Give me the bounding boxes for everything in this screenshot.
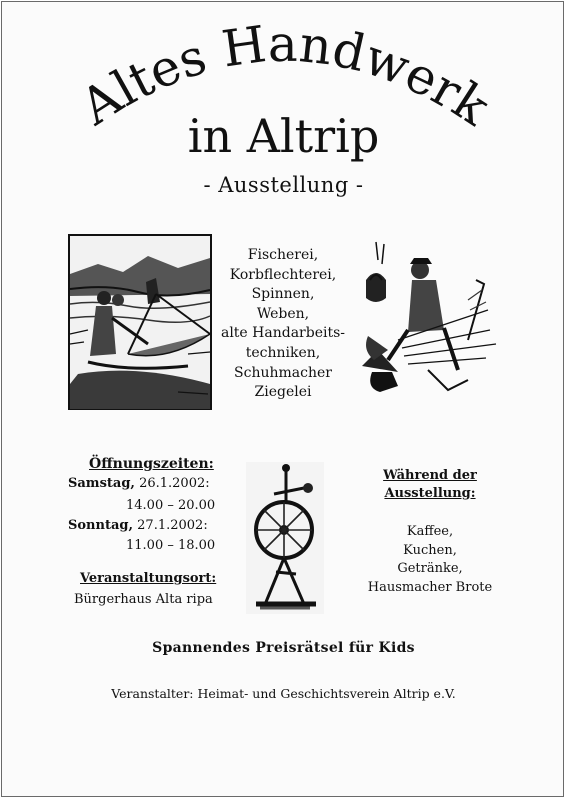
during-heading-line1: Während der (383, 468, 477, 483)
craft-item: alte Handarbeits- (220, 325, 346, 342)
refreshment-item: Hausmacher Brote (367, 579, 493, 595)
refreshments-list (360, 523, 500, 597)
saturday-row (68, 476, 210, 491)
refreshment-item: Kaffee, (406, 524, 454, 539)
spinning-wheel-illustration (246, 462, 324, 614)
venue-heading: Veranstaltungsort: (80, 571, 217, 586)
opening-hours-heading: Öffnungszeiten: (89, 456, 214, 472)
during-exhibition-heading (360, 467, 500, 503)
craft-item: techniken, (245, 344, 321, 361)
title-line2: in Altrip (187, 109, 380, 163)
subtitle: - Ausstellung - (203, 173, 364, 197)
during-heading-line2: Ausstellung: (384, 486, 476, 501)
venue-name: Bürgerhaus Alta ripa (74, 592, 213, 607)
craft-item: Ziegelei (254, 384, 312, 401)
organizer-line: Veranstalter: Heimat- und Geschichtsverein Altrip e.V. (111, 686, 456, 701)
craft-item: Schuhmacher (234, 364, 332, 381)
crafts-list (208, 246, 358, 403)
saturday-date: 26.1.2002: (139, 476, 210, 491)
saturday-time: 14.00 – 20.00 (126, 498, 216, 513)
craft-item: Korbflechterei, (229, 266, 337, 283)
sunday-row (68, 518, 208, 533)
sunday-date: 27.1.2002: (137, 518, 208, 533)
title-line1-path: Altes Handwerk (70, 14, 500, 137)
craft-item: Spinnen, (251, 286, 315, 303)
sunday-time: 11.00 – 18.00 (126, 538, 216, 553)
refreshment-item: Kuchen, (403, 542, 457, 558)
refreshment-item: Getränke, (397, 561, 463, 577)
sunday-label: Sonntag, (68, 518, 134, 533)
kids-note: Spannendes Preisrätsel für Kids (152, 640, 415, 656)
saturday-label: Samstag, (68, 476, 135, 491)
craft-item: Fischerei, (247, 247, 319, 263)
craft-item: Weben, (256, 305, 310, 322)
fishing-woodcut-illustration (68, 234, 212, 410)
basket-weaver-illustration (358, 240, 498, 402)
